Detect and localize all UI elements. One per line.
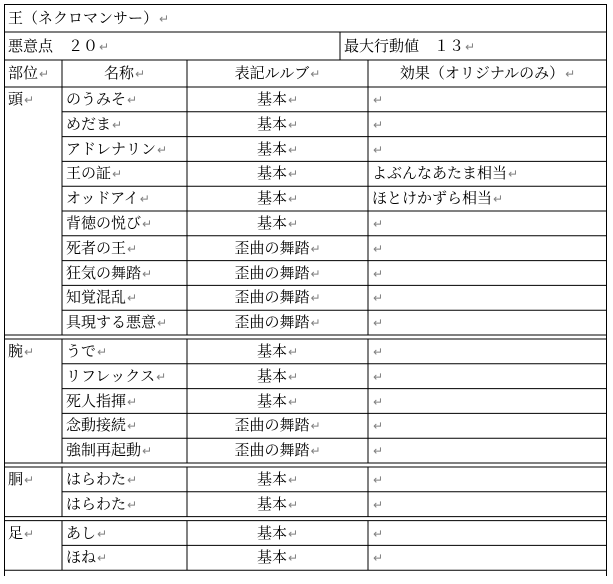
- row-rule-text: 基本: [256, 90, 287, 108]
- row-name: [62, 161, 187, 186]
- paragraph-mark: ↵: [127, 93, 138, 107]
- part-label-text: 腕: [8, 342, 24, 360]
- paragraph-mark: ↵: [24, 526, 35, 541]
- part-label-text: 胴: [8, 470, 24, 488]
- row-effect: [368, 186, 607, 211]
- max-action-value-text: 最大行動値 １３: [344, 37, 465, 55]
- paragraph-mark: ↵: [127, 291, 138, 306]
- malice-points: [4, 32, 340, 60]
- row-name: [62, 137, 187, 162]
- row-effect: [368, 545, 607, 570]
- row-rule: [187, 87, 368, 112]
- row-rule: [187, 137, 368, 162]
- row-rule: [187, 339, 368, 364]
- row-effect: [368, 87, 607, 112]
- paragraph-mark: ↵: [310, 266, 321, 281]
- paragraph-mark: ↵: [373, 345, 384, 359]
- row-effect: [368, 438, 607, 463]
- paragraph-mark: ↵: [157, 316, 168, 331]
- paragraph-mark: ↵: [287, 526, 299, 541]
- row-name: [62, 310, 187, 335]
- row-name-text: めだま: [66, 114, 112, 133]
- row-name: [62, 521, 187, 546]
- paragraph-mark: ↵: [99, 40, 110, 54]
- row-effect: [368, 467, 607, 492]
- row-rule-text: 基本: [256, 494, 287, 513]
- header-part: [4, 60, 62, 87]
- paragraph-mark: ↵: [373, 526, 384, 541]
- character-sheet-table: [4, 4, 607, 576]
- paragraph-mark: ↵: [139, 192, 150, 207]
- row-effect: [368, 112, 607, 137]
- row-rule-text: 基本: [256, 523, 287, 542]
- header-rule-text: 表記ルルブ: [234, 64, 310, 82]
- paragraph-mark: ↵: [127, 497, 138, 512]
- row-rule: [187, 413, 368, 438]
- row-name-text: うで: [66, 342, 97, 360]
- row-rule-text: 基本: [256, 470, 287, 488]
- paragraph-mark: ↵: [310, 241, 321, 256]
- paragraph-mark: ↵: [373, 93, 384, 107]
- paragraph-mark: ↵: [287, 167, 299, 182]
- paragraph-mark: ↵: [310, 444, 321, 459]
- part-label: [4, 87, 62, 112]
- paragraph-mark: ↵: [310, 291, 321, 306]
- paragraph-mark: ↵: [373, 551, 384, 566]
- paragraph-mark: ↵: [373, 217, 384, 231]
- part-label: [4, 467, 62, 492]
- paragraph-mark: ↵: [24, 345, 35, 359]
- row-rule: [187, 285, 368, 310]
- row-effect: [368, 285, 607, 310]
- row-name: [62, 261, 187, 286]
- row-rule-text: 歪曲の舞踏: [234, 441, 310, 460]
- row-name-text: 念動接続: [66, 416, 127, 435]
- paragraph-mark: ↵: [97, 345, 108, 359]
- paragraph-mark: ↵: [465, 40, 476, 54]
- row-rule-text: 基本: [256, 214, 287, 232]
- paragraph-mark: ↵: [159, 12, 170, 26]
- row-rule-text: 基本: [256, 114, 287, 133]
- paragraph-mark: ↵: [493, 192, 504, 207]
- row-rule-text: 基本: [256, 139, 287, 158]
- row-effect: [368, 161, 607, 186]
- row-rule-text: 基本: [256, 189, 287, 208]
- paragraph-mark: ↵: [142, 266, 153, 281]
- row-name-text: のうみそ: [66, 90, 127, 108]
- header-part-text: 部位: [8, 64, 39, 82]
- row-rule: [187, 492, 368, 517]
- row-name-text: はらわた: [66, 494, 127, 513]
- paragraph-mark: ↵: [287, 345, 299, 359]
- paragraph-mark: ↵: [287, 142, 299, 157]
- row-rule: [187, 112, 368, 137]
- header-effect: [368, 60, 607, 87]
- part-label-text: 頭: [8, 90, 24, 108]
- paragraph-mark: ↵: [134, 67, 146, 81]
- paragraph-mark: ↵: [127, 241, 138, 256]
- row-rule-text: 歪曲の舞踏: [234, 313, 310, 332]
- row-rule: [187, 545, 368, 570]
- paragraph-mark: ↵: [373, 444, 384, 459]
- row-rule: [187, 186, 368, 211]
- malice-points-text: 悪意点 ２０: [8, 37, 99, 55]
- max-action-value: [340, 32, 607, 60]
- row-rule-text: 基本: [256, 366, 287, 385]
- paragraph-mark: ↵: [112, 117, 123, 132]
- header-name-text: 名称: [103, 64, 134, 82]
- row-rule: [187, 310, 368, 335]
- row-name-text: 死人指揮: [66, 391, 127, 410]
- row-rule: [187, 211, 368, 236]
- row-name: [62, 87, 187, 112]
- row-name: [62, 236, 187, 261]
- row-name: [62, 364, 187, 389]
- paragraph-mark: ↵: [24, 473, 35, 487]
- paragraph-mark: ↵: [142, 444, 153, 459]
- row-rule-text: 歪曲の舞踏: [234, 238, 310, 257]
- paragraph-mark: ↵: [373, 241, 384, 256]
- paragraph-mark: ↵: [127, 394, 138, 409]
- paragraph-mark: ↵: [310, 316, 321, 331]
- row-name: [62, 339, 187, 364]
- paragraph-mark: ↵: [310, 67, 321, 81]
- paragraph-mark: ↵: [287, 217, 299, 231]
- row-name-text: オッドアイ: [66, 189, 139, 208]
- paragraph-mark: ↵: [373, 473, 384, 487]
- row-name-text: はらわた: [66, 470, 127, 488]
- paragraph-mark: ↵: [156, 369, 167, 384]
- row-effect: [368, 310, 607, 335]
- paragraph-mark: ↵: [97, 526, 108, 541]
- paragraph-mark: ↵: [310, 419, 321, 434]
- row-rule-text: 基本: [256, 342, 287, 360]
- row-rule: [187, 521, 368, 546]
- row-rule-text: 基本: [256, 391, 287, 410]
- row-name: [62, 211, 187, 236]
- sheet-title: [4, 4, 607, 32]
- row-rule: [187, 364, 368, 389]
- sheet-title-text: 王（ネクロマンサー）: [8, 9, 159, 27]
- row-rule: [187, 236, 368, 261]
- paragraph-mark: ↵: [373, 419, 384, 434]
- paragraph-mark: ↵: [287, 93, 299, 107]
- part-label: [4, 521, 62, 546]
- row-effect: [368, 521, 607, 546]
- paragraph-mark: ↵: [112, 167, 123, 182]
- paragraph-mark: ↵: [127, 473, 138, 487]
- row-name: [62, 186, 187, 211]
- row-rule-text: 基本: [256, 548, 287, 567]
- row-rule: [187, 438, 368, 463]
- paragraph-mark: ↵: [373, 266, 384, 281]
- row-name-text: 王の証: [66, 164, 112, 183]
- row-effect: [368, 339, 607, 364]
- row-rule: [187, 161, 368, 186]
- header-name: [62, 60, 187, 87]
- row-effect: [368, 236, 607, 261]
- row-name-text: リフレックス: [66, 366, 156, 385]
- paragraph-mark: ↵: [97, 551, 108, 566]
- row-name: [62, 413, 187, 438]
- row-effect: [368, 364, 607, 389]
- paragraph-mark: ↵: [127, 419, 138, 434]
- paragraph-mark: ↵: [373, 316, 384, 331]
- row-effect: [368, 261, 607, 286]
- row-name: [62, 492, 187, 517]
- paragraph-mark: ↵: [24, 93, 35, 107]
- row-rule: [187, 467, 368, 492]
- paragraph-mark: ↵: [39, 67, 50, 81]
- row-rule-text: 歪曲の舞踏: [234, 288, 310, 307]
- row-rule-text: 基本: [256, 164, 287, 183]
- row-name: [62, 545, 187, 570]
- row-effect: [368, 492, 607, 517]
- paragraph-mark: ↵: [287, 497, 299, 512]
- paragraph-mark: ↵: [287, 117, 299, 132]
- part-label: [4, 339, 62, 364]
- paragraph-mark: ↵: [287, 473, 299, 487]
- row-name: [62, 285, 187, 310]
- row-name-text: アドレナリン: [66, 139, 157, 158]
- part-label-text: 足: [8, 523, 24, 542]
- row-effect-text: よぶんなあたま相当: [372, 164, 508, 183]
- row-name: [62, 389, 187, 414]
- header-effect-text: 効果（オリジナルのみ）: [399, 64, 565, 82]
- row-rule: [187, 389, 368, 414]
- row-name-text: ほね: [66, 548, 97, 567]
- paragraph-mark: ↵: [142, 217, 153, 231]
- row-effect: [368, 137, 607, 162]
- paragraph-mark: ↵: [287, 394, 299, 409]
- row-name-text: 背徳の悦び: [66, 214, 142, 232]
- paragraph-mark: ↵: [373, 117, 384, 132]
- row-effect: [368, 413, 607, 438]
- paragraph-mark: ↵: [287, 369, 299, 384]
- paragraph-mark: ↵: [373, 142, 384, 157]
- header-rule: [187, 60, 368, 87]
- paragraph-mark: ↵: [287, 551, 299, 566]
- row-rule: [187, 261, 368, 286]
- row-name-text: 知覚混乱: [66, 288, 127, 307]
- paragraph-mark: ↵: [508, 167, 519, 182]
- row-rule-text: 歪曲の舞踏: [234, 263, 310, 282]
- paragraph-mark: ↵: [373, 369, 384, 384]
- row-name-text: あし: [66, 523, 97, 542]
- row-effect: [368, 389, 607, 414]
- paragraph-mark: ↵: [373, 497, 384, 512]
- row-name-text: 狂気の舞踏: [66, 263, 142, 282]
- row-name-text: 具現する悪意: [66, 313, 157, 332]
- row-effect-text: ほとけかずら相当: [372, 189, 493, 208]
- row-name: [62, 467, 187, 492]
- row-rule-text: 歪曲の舞踏: [234, 416, 310, 435]
- paragraph-mark: ↵: [287, 192, 299, 207]
- paragraph-mark: ↵: [565, 67, 576, 81]
- row-effect: [368, 211, 607, 236]
- paragraph-mark: ↵: [373, 394, 384, 409]
- row-name-text: 強制再起動: [66, 441, 142, 460]
- paragraph-mark: ↵: [373, 291, 384, 306]
- row-name: [62, 112, 187, 137]
- row-name: [62, 438, 187, 463]
- row-name-text: 死者の王: [66, 238, 127, 257]
- paragraph-mark: ↵: [157, 142, 168, 157]
